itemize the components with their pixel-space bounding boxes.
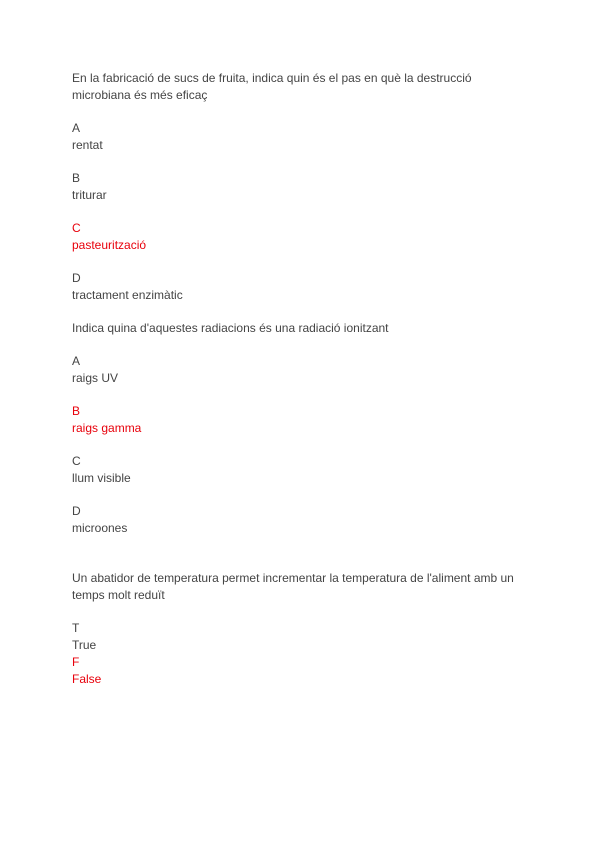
option-a bbox=[72, 120, 532, 154]
option-letter-true: T bbox=[72, 621, 80, 635]
option-c-correct bbox=[72, 220, 532, 254]
option-b-correct bbox=[72, 403, 532, 437]
option-letter: D bbox=[72, 271, 81, 285]
option-letter: D bbox=[72, 504, 81, 518]
option-letter: B bbox=[72, 171, 81, 185]
option-text-false-correct: False bbox=[72, 672, 102, 686]
option-text: pasteurització bbox=[72, 238, 147, 252]
question-3 bbox=[72, 570, 532, 688]
option-text: raigs gamma bbox=[72, 421, 142, 435]
option-text: llum visible bbox=[72, 471, 131, 485]
option-letter: C bbox=[72, 454, 81, 468]
option-b bbox=[72, 170, 532, 204]
option-d bbox=[72, 270, 532, 304]
option-c bbox=[72, 453, 532, 487]
option-text: rentat bbox=[72, 138, 103, 152]
option-text: microones bbox=[72, 521, 128, 535]
question-1 bbox=[72, 70, 532, 304]
question-text: Un abatidor de temperatura permet incrementar la temperatura de l'aliment amb un temps molt reduït bbox=[72, 571, 514, 602]
option-d bbox=[72, 503, 532, 537]
option-letter-false-correct: F bbox=[72, 655, 80, 669]
option-text: tractament enzimàtic bbox=[72, 288, 183, 302]
quiz-document bbox=[72, 70, 532, 688]
option-letter: A bbox=[72, 121, 81, 135]
option-letter: C bbox=[72, 221, 81, 235]
option-letter: B bbox=[72, 404, 81, 418]
option-letter: A bbox=[72, 354, 81, 368]
question-text: En la fabricació de sucs de fruita, indica quin és el pas en què la destrucció microbiana és més eficaç bbox=[72, 71, 472, 102]
question-2 bbox=[72, 320, 532, 537]
question-text: Indica quina d'aquestes radiacions és una radiació ionitzant bbox=[72, 321, 389, 335]
option-text: triturar bbox=[72, 188, 107, 202]
true-false-options bbox=[72, 620, 532, 688]
option-text: raigs UV bbox=[72, 371, 119, 385]
option-text-true: True bbox=[72, 638, 97, 652]
option-a bbox=[72, 353, 532, 387]
